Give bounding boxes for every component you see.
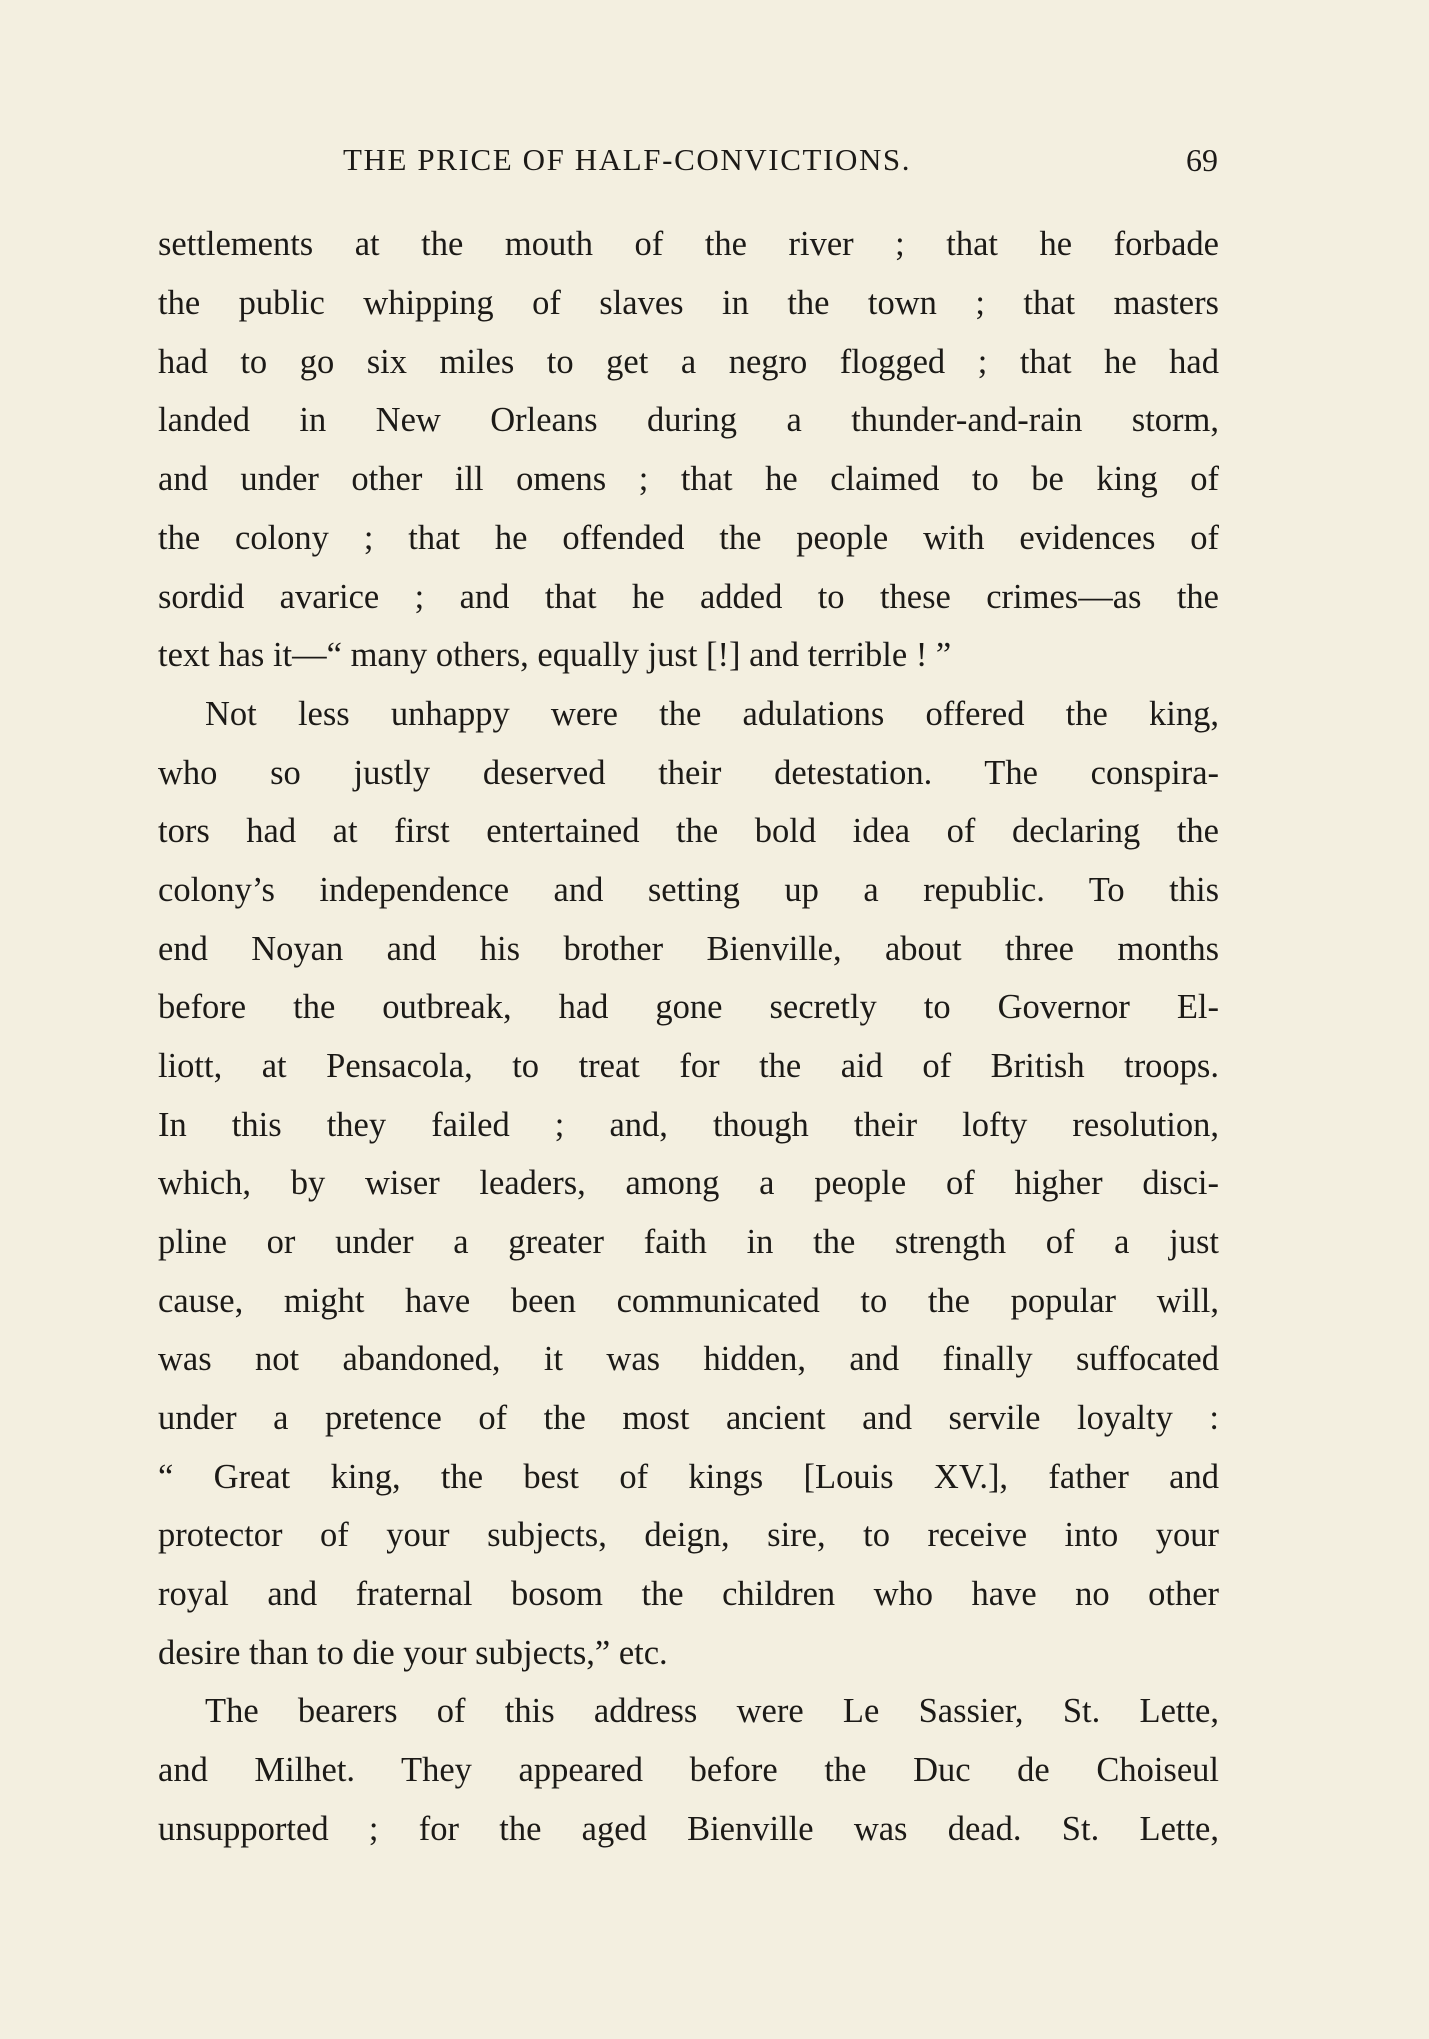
text-line-7: sordid avarice ; and that he added to these crimes—as the — [158, 578, 1219, 616]
text-line-12: colony’s independence and setting up a republic. To this — [158, 871, 1219, 909]
text-line-23: protector of your subjects, deign, sire, to receive into your — [158, 1516, 1219, 1554]
text-line-6: the colony ; that he offended the people with evidences of — [158, 519, 1219, 557]
text-line-4: landed in New Orleans during a thunder-and-rain storm, — [158, 401, 1219, 439]
text-line-13: end Noyan and his brother Bienville, about three months — [158, 930, 1219, 968]
text-line-26: The bearers of this address were Le Sassier, St. Lette, — [205, 1692, 1219, 1730]
text-line-19: cause, might have been communicated to the popular will, — [158, 1282, 1219, 1320]
text-line-17: which, by wiser leaders, among a people of higher disci- — [158, 1164, 1219, 1202]
text-line-3: had to go six miles to get a negro flogged ; that he had — [158, 343, 1219, 381]
text-line-25: desire than to die your subjects,” etc. — [158, 1634, 668, 1672]
text-line-24: royal and fraternal bosom the children who have no other — [158, 1575, 1219, 1613]
page-number: 69 — [1186, 142, 1218, 178]
text-line-9: Not less unhappy were the adulations offered the king, — [205, 695, 1219, 733]
text-line-8: text has it—“ many others, equally just [!] and terrible ! ” — [158, 636, 952, 674]
text-line-14: before the outbreak, had gone secretly to Governor El- — [158, 988, 1219, 1026]
text-line-27: and Milhet. They appeared before the Duc de Choiseul — [158, 1751, 1219, 1789]
text-line-22: “ Great king, the best of kings [Louis XV.], father and — [158, 1458, 1219, 1496]
text-line-21: under a pretence of the most ancient and servile loyalty : — [158, 1399, 1219, 1437]
text-line-1: settlements at the mouth of the river ; that he forbade — [158, 225, 1219, 263]
text-line-10: who so justly deserved their detestation. The conspira- — [158, 754, 1219, 792]
text-line-18: pline or under a greater faith in the strength of a just — [158, 1223, 1219, 1261]
text-line-2: the public whipping of slaves in the town ; that masters — [158, 284, 1219, 322]
text-line-20: was not abandoned, it was hidden, and finally suffocated — [158, 1340, 1219, 1378]
text-line-28: unsupported ; for the aged Bienville was dead. St. Lette, — [158, 1810, 1219, 1848]
text-line-16: In this they failed ; and, though their lofty resolution, — [158, 1106, 1219, 1144]
text-line-5: and under other ill omens ; that he claimed to be king of — [158, 460, 1219, 498]
running-head — [158, 142, 1218, 186]
text-line-15: liott, at Pensacola, to treat for the aid of British troops. — [158, 1047, 1219, 1085]
text-line-11: tors had at first entertained the bold idea of declaring the — [158, 812, 1219, 850]
running-title: THE PRICE OF HALF-CONVICTIONS. — [343, 142, 912, 177]
